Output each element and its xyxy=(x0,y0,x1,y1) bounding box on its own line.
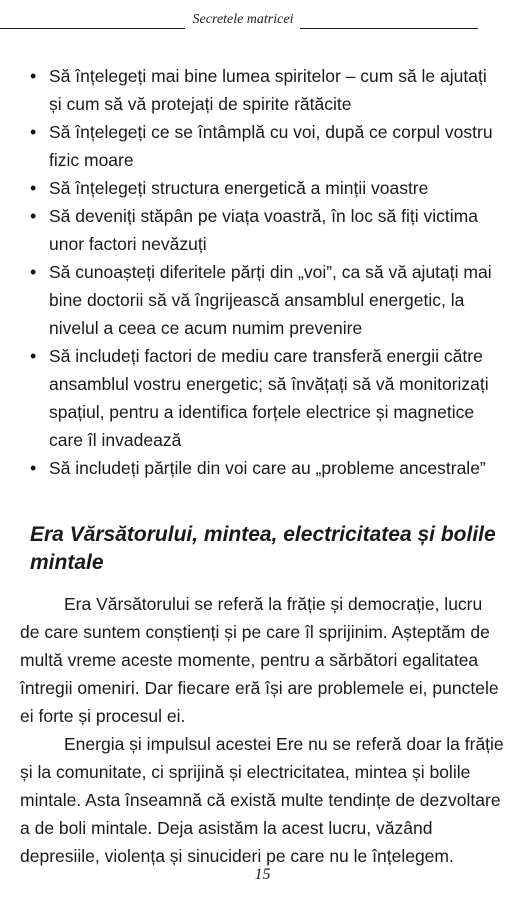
list-item-text: Să deveniți stăpân pe viața voastră, în loc să fiți victima unor factori nevăzuți xyxy=(49,206,478,254)
list-item-text: Să înțelegeți mai bine lumea spiritelor – cum să le ajutați și cum să vă protejați de spirite rătăcite xyxy=(49,66,487,114)
list-item-text: Să includeți factori de mediu care transferă energii către ansamblul vostru energetic; să învățați să vă monitorizați spațiul, pentru a identifica forțele electrice și magnetice care îl invadează xyxy=(49,346,489,450)
list-item xyxy=(28,174,498,202)
list-item xyxy=(28,118,498,174)
list-item xyxy=(28,62,498,118)
bullet-icon: • xyxy=(30,122,37,142)
list-item-text: Să înțelegeți ce se întâmplă cu voi, după ce corpul vostru fizic moare xyxy=(49,122,493,170)
bullet-icon: • xyxy=(30,346,37,366)
list-item-text: Să includeți părțile din voi care au „probleme ancestrale” xyxy=(49,458,486,478)
header-rule-right xyxy=(300,28,478,29)
list-item-text: Să cunoașteți diferitele părți din „voi”, ca să vă ajutați mai bine doctorii să vă îngrijească ansamblul energetic, la nivelul a ceea ce acum numim prevenire xyxy=(49,262,492,338)
bullet-icon: • xyxy=(30,66,37,86)
list-item xyxy=(28,202,498,258)
header-title: Secretele matricei xyxy=(192,12,294,27)
bullet-icon: • xyxy=(30,206,37,226)
list-item xyxy=(28,454,498,482)
page-number: 15 xyxy=(254,866,271,883)
running-header xyxy=(0,6,525,30)
body-paragraph: Energia și impulsul acestei Ere nu se referă doar la frăție și la comunitate, ci sprijină și electricitatea, mintea și bolile mintale. Asta înseamnă că există multe tendințe de dezvoltare a de boli mintale. Deja asistăm la acest lucru, văzând depresiile, violența și sinucideri pe care nu le înțelegem. xyxy=(20,734,504,866)
bullet-list xyxy=(28,62,498,482)
section-heading: Era Vărsătorului, mintea, electricitatea și bolile mintale xyxy=(30,523,496,574)
bullet-icon: • xyxy=(30,178,37,198)
body-paragraph: Era Vărsătorului se referă la frăție și democrație, lucru de care suntem conștienți și pe care îl sprijinim. Așteptăm de multă vreme aceste momente, pentru a sărbători egalitatea întregii omeniri. Dar fiecare eră își are problemele ei, punctele ei forte și procesul ei. xyxy=(20,594,499,726)
list-item-text: Să înțelegeți structura energetică a minții voastre xyxy=(49,178,429,198)
header-rule-left xyxy=(0,28,185,29)
list-item xyxy=(28,258,498,342)
bullet-icon: • xyxy=(30,262,37,282)
bullet-icon: • xyxy=(30,458,37,478)
list-item xyxy=(28,342,498,454)
